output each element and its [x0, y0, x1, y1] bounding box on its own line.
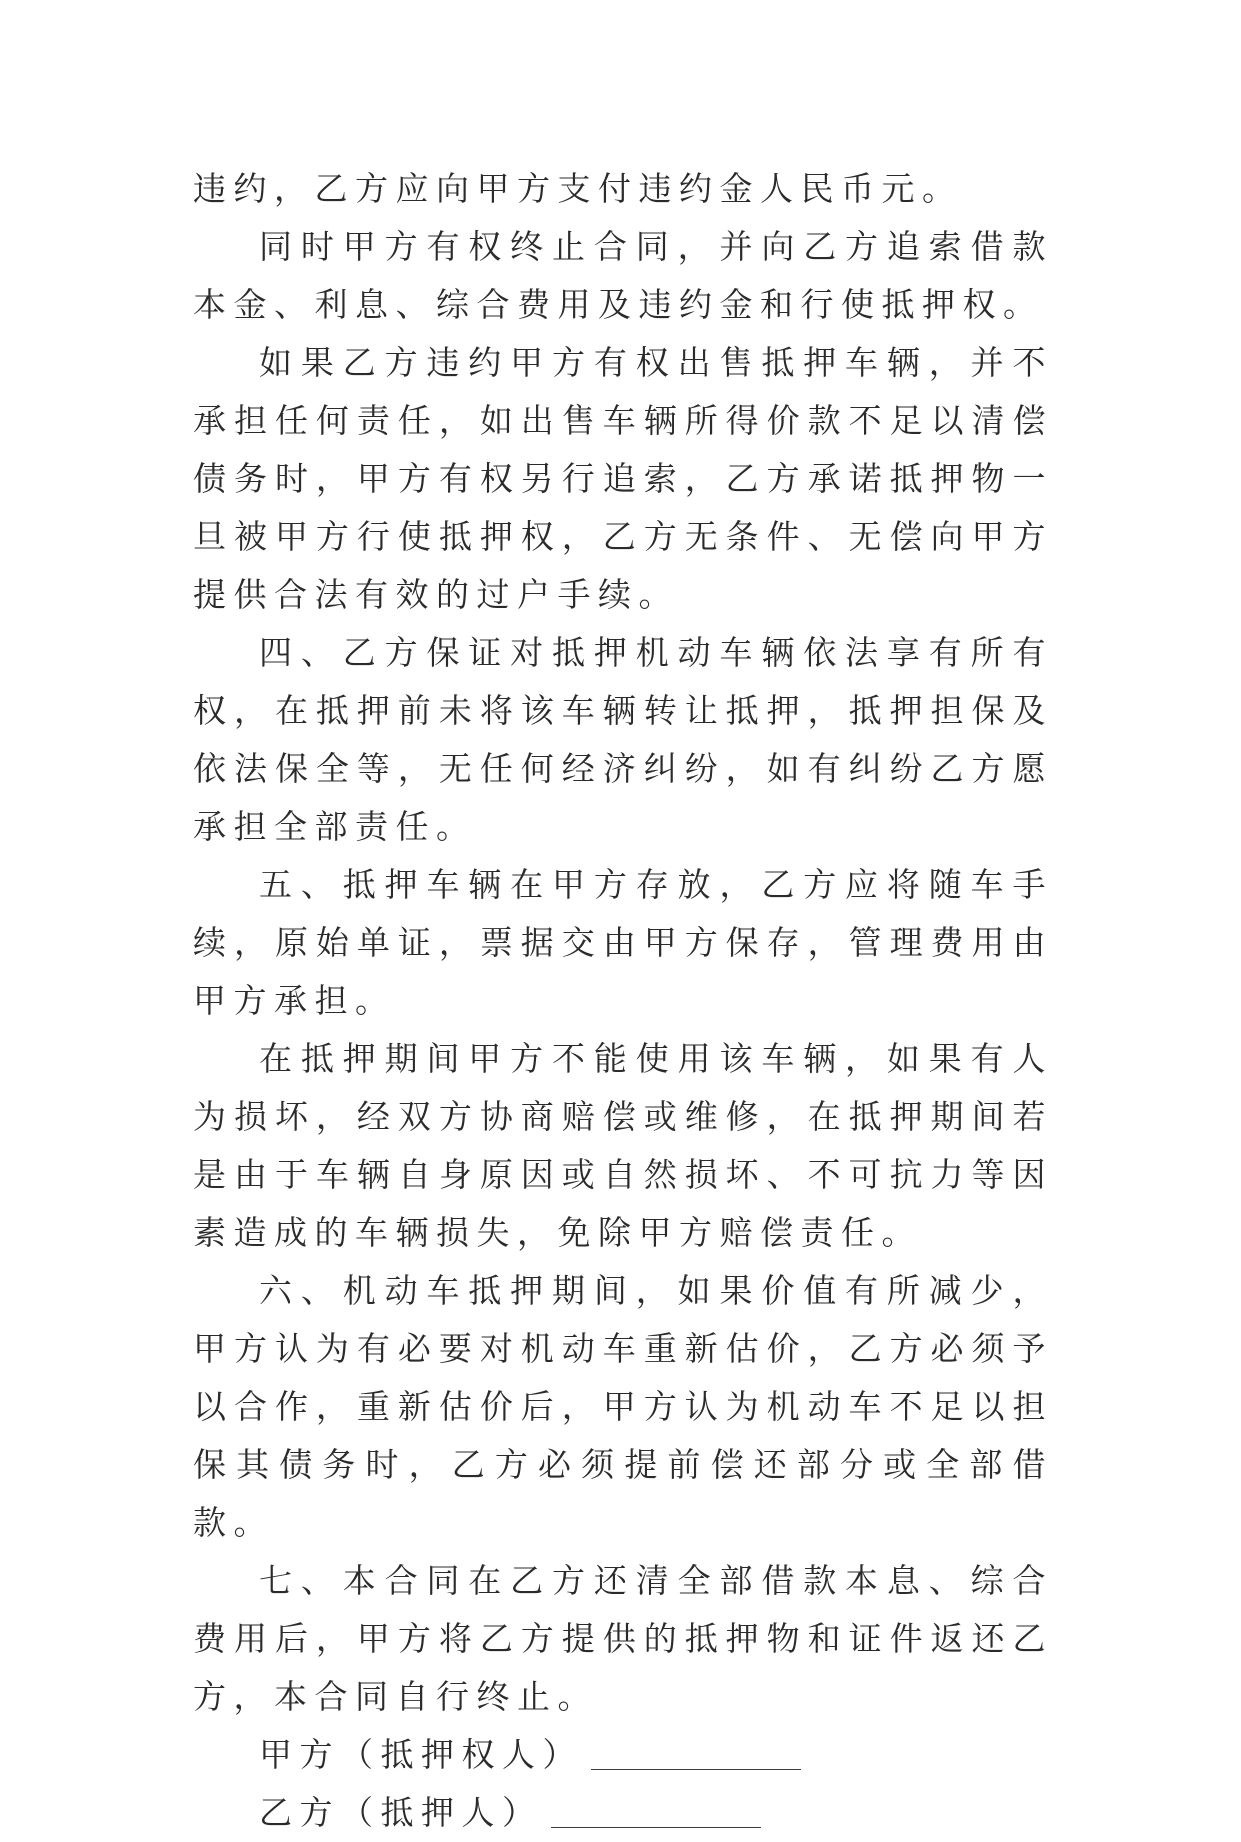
- signature-party-a: [193, 1726, 1053, 1784]
- signature-party-b-blank: [551, 1793, 761, 1828]
- paragraph-3: 如果乙方违约甲方有权出售抵押车辆，并不承担任何责任，如出售车辆所得价款不足以清偿债务时，甲方有权另行追索，乙方承诺抵押物一旦被甲方行使抵押权，乙方无条件、无偿向甲方提供合法有效的过户手续。: [193, 343, 1053, 614]
- document-body: [193, 160, 1053, 1842]
- paragraph-4: 四、乙方保证对抵押机动车辆依法享有所有权，在抵押前未将该车辆转让抵押，抵押担保及依法保全等，无任何经济纠纷，如有纠纷乙方愿承担全部责任。: [193, 633, 1053, 846]
- paragraph-5: 五、抵押车辆在甲方存放，乙方应将随车手续，原始单证，票据交由甲方保存，管理费用由甲方承担。: [193, 865, 1053, 1020]
- signature-party-b: [193, 1784, 1053, 1842]
- signature-party-b-label: 乙方（抵押人）: [259, 1793, 543, 1832]
- signature-party-a-label: 甲方（抵押权人）: [259, 1735, 583, 1774]
- paragraph-6: 在抵押期间甲方不能使用该车辆，如果有人为损坏，经双方协商赔偿或维修，在抵押期间若是由于车辆自身原因或自然损坏、不可抗力等因素造成的车辆损失，免除甲方赔偿责任。: [193, 1039, 1053, 1252]
- paragraph-1: 违约，乙方应向甲方支付违约金人民币元。: [193, 169, 963, 208]
- paragraph-7: 六、机动车抵押期间，如果价值有所减少，甲方认为有必要对机动车重新估价，乙方必须予以合作，重新估价后，甲方认为机动车不足以担保其债务时，乙方必须提前偿还部分或全部借款。: [193, 1271, 1053, 1542]
- paragraph-2: 同时甲方有权终止合同，并向乙方追索借款本金、利息、综合费用及违约金和行使抵押权。: [193, 227, 1053, 324]
- signature-party-a-blank: [591, 1735, 801, 1770]
- paragraph-8: 七、本合同在乙方还清全部借款本息、综合费用后，甲方将乙方提供的抵押物和证件返还乙方，本合同自行终止。: [193, 1561, 1053, 1716]
